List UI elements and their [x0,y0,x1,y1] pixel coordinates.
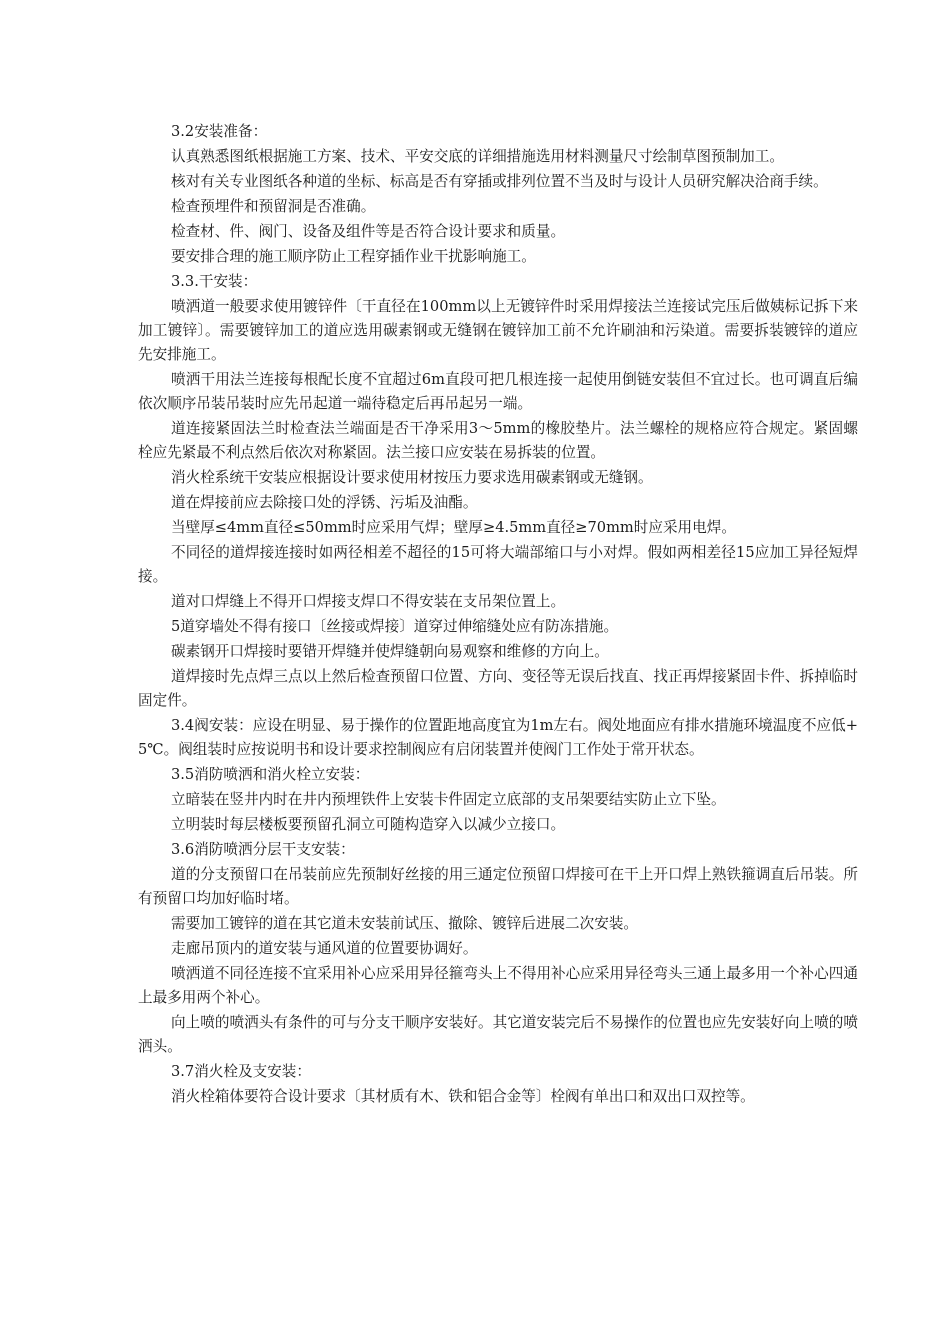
paragraph: 不同径的道焊接连接时如两径相差不超径的15可将大端部缩口与小对焊。假如两相差径15应加工异径短焊接。 [138,544,858,585]
paragraph: 消火栓箱体要符合设计要求〔其材质有木、铁和铝合金等〕栓阀有单出口和双出口双控等。 [171,1088,755,1105]
paragraph: 喷洒干用法兰连接每根配长度不宜超过6m直段可把几根连接一起使用倒链安装但不宜过长。也可调直后编依次顺序吊装吊装时应先吊起道一端待稳定后再吊起另一端。 [138,371,858,412]
paragraph: 3.7消火栓及支安装： [171,1063,311,1080]
paragraph: 道焊接时先点焊三点以上然后检查预留口位置、方向、变径等无误后找直、找正再焊接紧固卡件、拆掉临时固定件。 [138,668,858,709]
paragraph: 道在焊接前应去除接口处的浮锈、污垢及油酯。 [171,494,478,511]
paragraph: 3.3.干安装： [171,273,258,290]
paragraph: 要安排合理的施工顺序防止工程穿插作业干扰影响施工。 [171,248,536,265]
paragraph: 消火栓系统干安装应根据设计要求使用材按压力要求选用碳素钢或无缝钢。 [171,469,653,486]
paragraph: 碳素钢开口焊接时要错开焊缝并使焊缝朝向易观察和维修的方向上。 [171,643,609,660]
paragraph: 喷洒道不同径连接不宜采用补心应采用异径箍弯头上不得用补心应采用异径弯头三通上最多用一个补心四通上最多用两个补心。 [138,965,858,1006]
paragraph: 立明装时每层楼板要预留孔洞立可随构造穿入以减少立接口。 [171,816,566,833]
paragraph: 5道穿墙处不得有接口〔丝接或焊接〕道穿过伸缩缝处应有防冻措施。 [171,618,619,635]
paragraph: 检查预埋件和预留洞是否准确。 [171,198,376,215]
document-body [138,120,858,1110]
paragraph: 认真熟悉图纸根据施工方案、技术、平安交底的详细措施选用材料测量尺寸绘制草图预制加工。 [171,148,784,165]
paragraph: 喷洒道一般要求使用镀锌件〔干直径在100mm以上无镀锌件时采用焊接法兰连接试完压后做姨标记拆下来加工镀锌〕。需要镀锌加工的道应选用碳素钢或无缝钢在镀锌加工前不允许刷油和污染道。需要拆装镀锌的道应先安排施工。 [138,298,858,363]
paragraph: 检查材、件、阀门、设备及组件等是否符合设计要求和质量。 [171,223,566,240]
paragraph: 向上喷的喷洒头有条件的可与分支干顺序安装好。其它道安装完后不易操作的位置也应先安装好向上喷的喷洒头。 [138,1014,858,1055]
paragraph: 道对口焊缝上不得开口焊接支焊口不得安装在支吊架位置上。 [171,593,566,610]
paragraph: 道连接紧固法兰时检查法兰端面是否干净采用3～5mm的橡胶垫片。法兰螺栓的规格应符合规定。紧固螺栓应先紧最不利点然后依次对称紧固。法兰接口应安装在易拆装的位置。 [138,420,858,461]
paragraph: 当壁厚≤4mm直径≤50mm时应采用气焊；壁厚≥4.5mm直径≥70mm时应采用电焊。 [171,519,736,536]
paragraph: 立暗装在竖井内时在井内预埋铁件上安装卡件固定立底部的支吊架要结实防止立下坠。 [171,791,726,808]
paragraph: 3.4阀安装：应设在明显、易于操作的位置距地高度宜为1m左右。阀处地面应有排水措施环境温度不应低+5℃。阀组装时应按说明书和设计要求控制阀应有启闭装置并使阀门工作处于常开状态。 [138,717,858,758]
paragraph: 道的分支预留口在吊装前应先预制好丝接的用三通定位预留口焊接可在干上开口焊上熟铁箍调直后吊装。所有预留口均加好临时堵。 [138,866,858,907]
paragraph: 3.5消防喷洒和消火栓立安装： [171,766,370,783]
paragraph: 需要加工镀锌的道在其它道未安装前试压、撤除、镀锌后进展二次安装。 [171,915,639,932]
paragraph: 3.6消防喷洒分层干支安装： [171,841,355,858]
paragraph: 走廊吊顶内的道安装与通风道的位置要协调好。 [171,940,478,957]
paragraph: 3.2安装准备： [171,123,268,140]
paragraph: 核对有关专业图纸各种道的坐标、标高是否有穿插或排列位置不当及时与设计人员研究解决洽商手续。 [171,173,828,190]
